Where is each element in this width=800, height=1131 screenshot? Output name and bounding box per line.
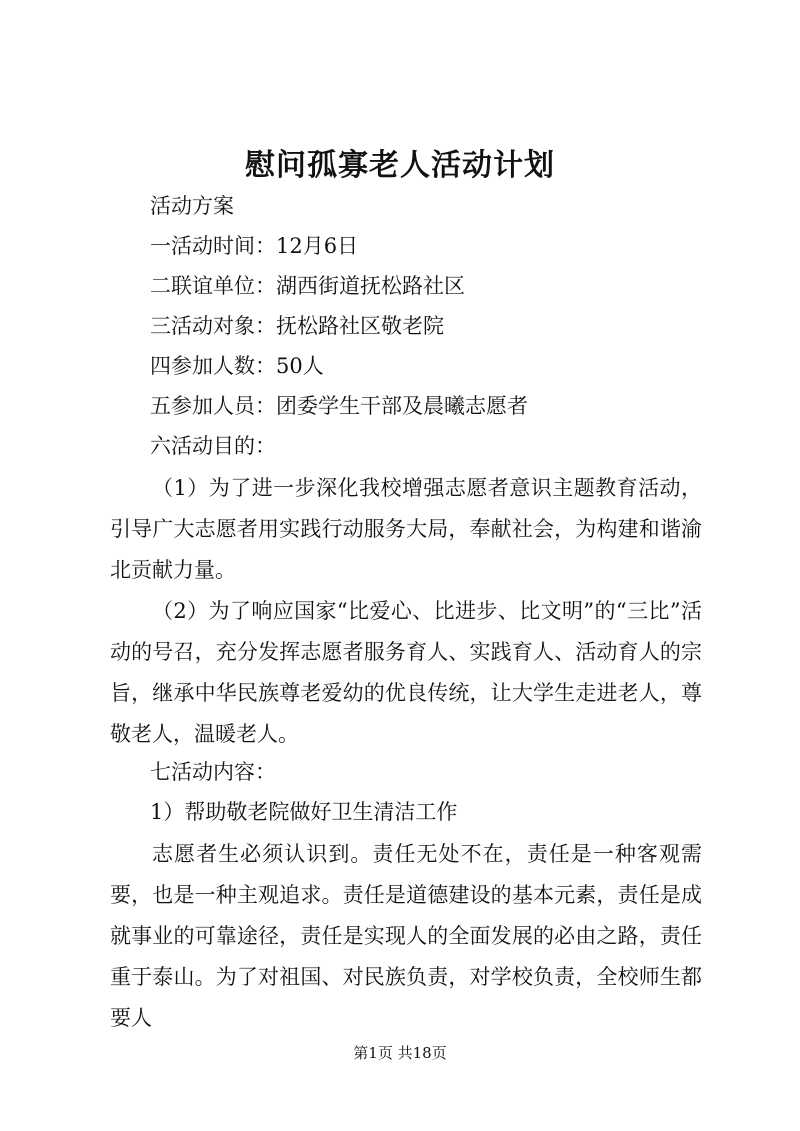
activity-content-heading: 七活动内容： bbox=[150, 760, 276, 784]
document-title: 慰问孤寡老人活动计划 bbox=[245, 148, 555, 183]
activity-time: 一活动时间：12月6日 bbox=[150, 234, 359, 258]
page-footer: 第1页 共18页 bbox=[353, 1044, 447, 1062]
participants: 五参加人员：团委学生干部及晨曦志愿者 bbox=[150, 394, 528, 418]
activity-target: 三活动对象：抚松路社区敬老院 bbox=[150, 314, 444, 338]
plan-heading: 活动方案 bbox=[150, 194, 234, 218]
participant-count: 四参加人数：50人 bbox=[150, 354, 324, 378]
activity-purpose-heading: 六活动目的： bbox=[150, 434, 276, 458]
body-paragraph-3: 志愿者生必须认识到。责任无处不在，责任是一种客观需要，也是一种主观追求。责任是道德建设的基本元素，责任是成就事业的可靠途径，责任是实现人的全面发展的必由之路，责任重于泰山。为了对祖国、对民族负责，对学校负责，全校师生都要人 bbox=[110, 842, 702, 1030]
content-item-1: 1）帮助敬老院做好卫生清洁工作 bbox=[150, 800, 458, 824]
partner-unit: 二联谊单位：湖西街道抚松路社区 bbox=[150, 274, 465, 298]
purpose-paragraph-1: （1）为了进一步深化我校增强志愿者意识主题教育活动，引导广大志愿者用实践行动服务大局，奉献社会，为构建和谐渝北贡献力量。 bbox=[110, 476, 702, 582]
purpose-paragraph-2: （2）为了响应国家“比爱心、比进步、比文明”的“三比”活动的号召，充分发挥志愿者服务育人、实践育人、活动育人的宗旨，继承中华民族尊老爱幼的优良传统，让大学生走进老人，尊敬老人，温暖老人。 bbox=[110, 599, 702, 746]
